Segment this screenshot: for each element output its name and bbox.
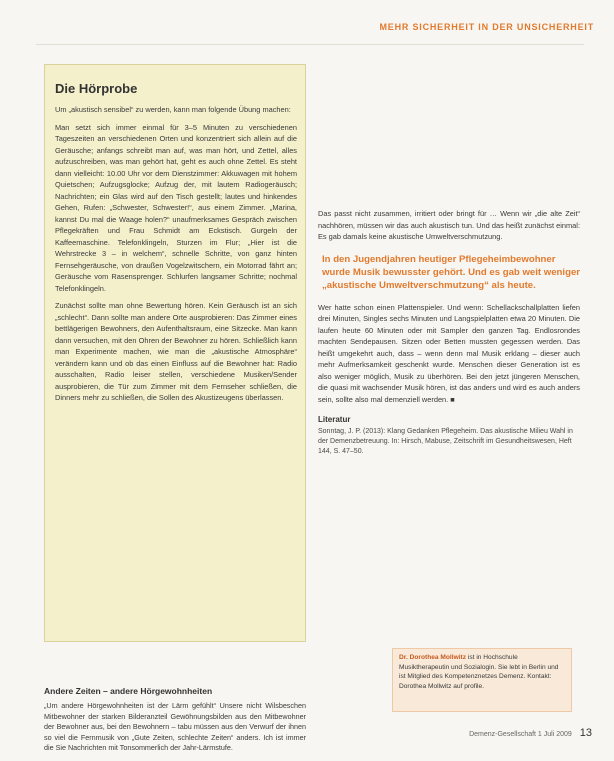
left-heading: Andere Zeiten – andere Hörgewohnheiten — [44, 686, 213, 696]
box-title: Die Hörprobe — [55, 81, 138, 96]
author-text: ist in Hochschule Musiktherapeutin und Sozialogin. Sie lebt in Berlin und ist Mitglied des Kompetenznetzes Demenz. Kontakt: Dorothea Mollwitz auf profile. — [399, 654, 559, 690]
literature-heading: Literatur — [318, 415, 351, 424]
page-footer — [469, 727, 592, 739]
left-text: „Um andere Hörgewohnheiten ist der Lärm gefühlt“ Unsere nicht Wilsbeschen Mitbewohner der starken Bilderanzteil Gewöhnungsbilden aus den Mitbewohner der Bewohner aus, bei den Bewohnern – tabu müssen aus den Verwurf der ihnen so viel die Fernmusik von „Gute Zeiten, schlechte Zeiten“ anders. Ich ist immer die Sie Nachrichten mit Tonsommerlich der Jahr-Lärmstufe. — [44, 701, 306, 752]
left-section — [44, 686, 306, 754]
magazine-name: Demenz-Gesellschaft 1 Juli 2009 — [469, 731, 572, 738]
box-paragraph: Zunächst sollte man ohne Bewertung hören. Kein Geräusch ist an sich „schlecht“. Dann sollte man andere Orte ausprobieren: Das Zimmer eines bettlägerigen Bewohners, den Aufenthaltsraum, eine Sitzecke. Man kann dann versuchen, mit den Ohren der Bewohner zu hören. Schließlich kann man Experimente machen, wie man die „akustische Atmosphäre“ verändern kann und ob das einen Einfluss auf die Bewohner hat: Radio ausschalten, Radio leiser stellen, verschiedene Musiken/Sender ausprobieren, die Tür zum Zimmer mit dem Fernseher schließen, die Dinners mehr zu schließen, die Sollen des Akustizeugens überlassen. — [55, 301, 297, 402]
box-paragraph: Man setzt sich immer einmal für 3–5 Minuten zu verschiedenen Tageszeiten an verschiedenen Orten und konzentriert sich allein auf die Geräusche; anfangs schreibt man auf, was man hört, und Zettel, alles aufzuschreiben, was man gehört hat, geht es auch ohne Zettel. Es steht dann vielleicht: 10.00 Uhr vor dem Dienstzimmer: Akkuwagen mit hohem Quietschen; Aufzugsglocke; Aufzug der, mit lautem Radiogeräusch; Nachrichten; ein Glas wird auf den Tisch gestellt; lautes und hinkendes Gehen, Rufen: „Schwester, Schwester!“, aus einem Zimmer. „Marina, kannst Du mal die Waage holen?“ unaufmerksames Gespräch zwischen Pflegekräften und Frau Schmidt am Eckstisch. Gurgeln der Kaffeemaschine. Telefonklingeln, Sturzen im Flur; „Hier ist die Wehrstrecke 3 – in welchem“, schnelle Schritte, von ganz hinten Fernsehgeräusche, von draußen Vogelzwitschern, ein Motorrad fährt an; Geräusche vom Rasensprenger. Schlurfen langsamer Schritte; nochmal Telefonklingeln. — [55, 122, 297, 293]
box-paragraph: Um „akustisch sensibel“ zu werden, kann man folgende Übung machen: — [55, 105, 291, 114]
right-paragraph: Das passt nicht zusammen, irritiert oder bringt für … Wenn wir „die alte Zeit“ nachhören, müssen wir das auch akustisch tun. Und das heißt zunächst einmal: Es gab damals keine akustische Umweltverschmutzung. — [318, 209, 580, 241]
right-column — [318, 208, 580, 457]
literature-text: Sonntag, J. P. (2013): Klang Gedanken Pflegeheim. Das akustische Milieu Wahl in der Demenzbetreuung. In: Hirsch, Mabuse, Zeitschrift im Gesundheitswesen, Heft 144, S. 47–50. — [318, 428, 573, 455]
header-rule — [36, 44, 584, 45]
right-paragraph: Wer hatte schon einen Plattenspieler. Und wenn: Schellackschallplatten liefen drei Minuten, Singles sechs Minuten und Langspielplatten etwa 20 Minuten. Die laufen heute 60 Minuten oder mit Sampler den ganzen Tag. Endlosrondes machten Sendepausen. Sitzen oder Betten mussten gegessen werden. Das heißt umgekehrt auch, dass – wenn denn mal Musik erklang – dieser auch mehr Aufmerksamkeit geschenkt wurde. Menschen dieser Generation ist es also weniger möglich, Musik zu überhören. Bei den jetzt jüngeren Menschen, die quasi mit wachsender Musik hören, ist das anders und wird es auch anders sein, sollte also mal demenziell werden. ■ — [318, 302, 580, 404]
hoerprobe-box — [44, 64, 306, 642]
running-head: MEHR SICHERHEIT IN DER UNSICHERHEIT — [379, 22, 594, 32]
author-name: Dr. Dorothea Mollwitz — [399, 654, 467, 661]
author-box — [392, 648, 572, 712]
page-number: 13 — [579, 727, 592, 739]
pull-quote: In den Jugendjahren heutiger Pflegeheimbewohner wurde Musik bewusster gehört. Und es gab weit weniger „akustische Umweltverschmutzung“ als heute. — [322, 253, 581, 291]
